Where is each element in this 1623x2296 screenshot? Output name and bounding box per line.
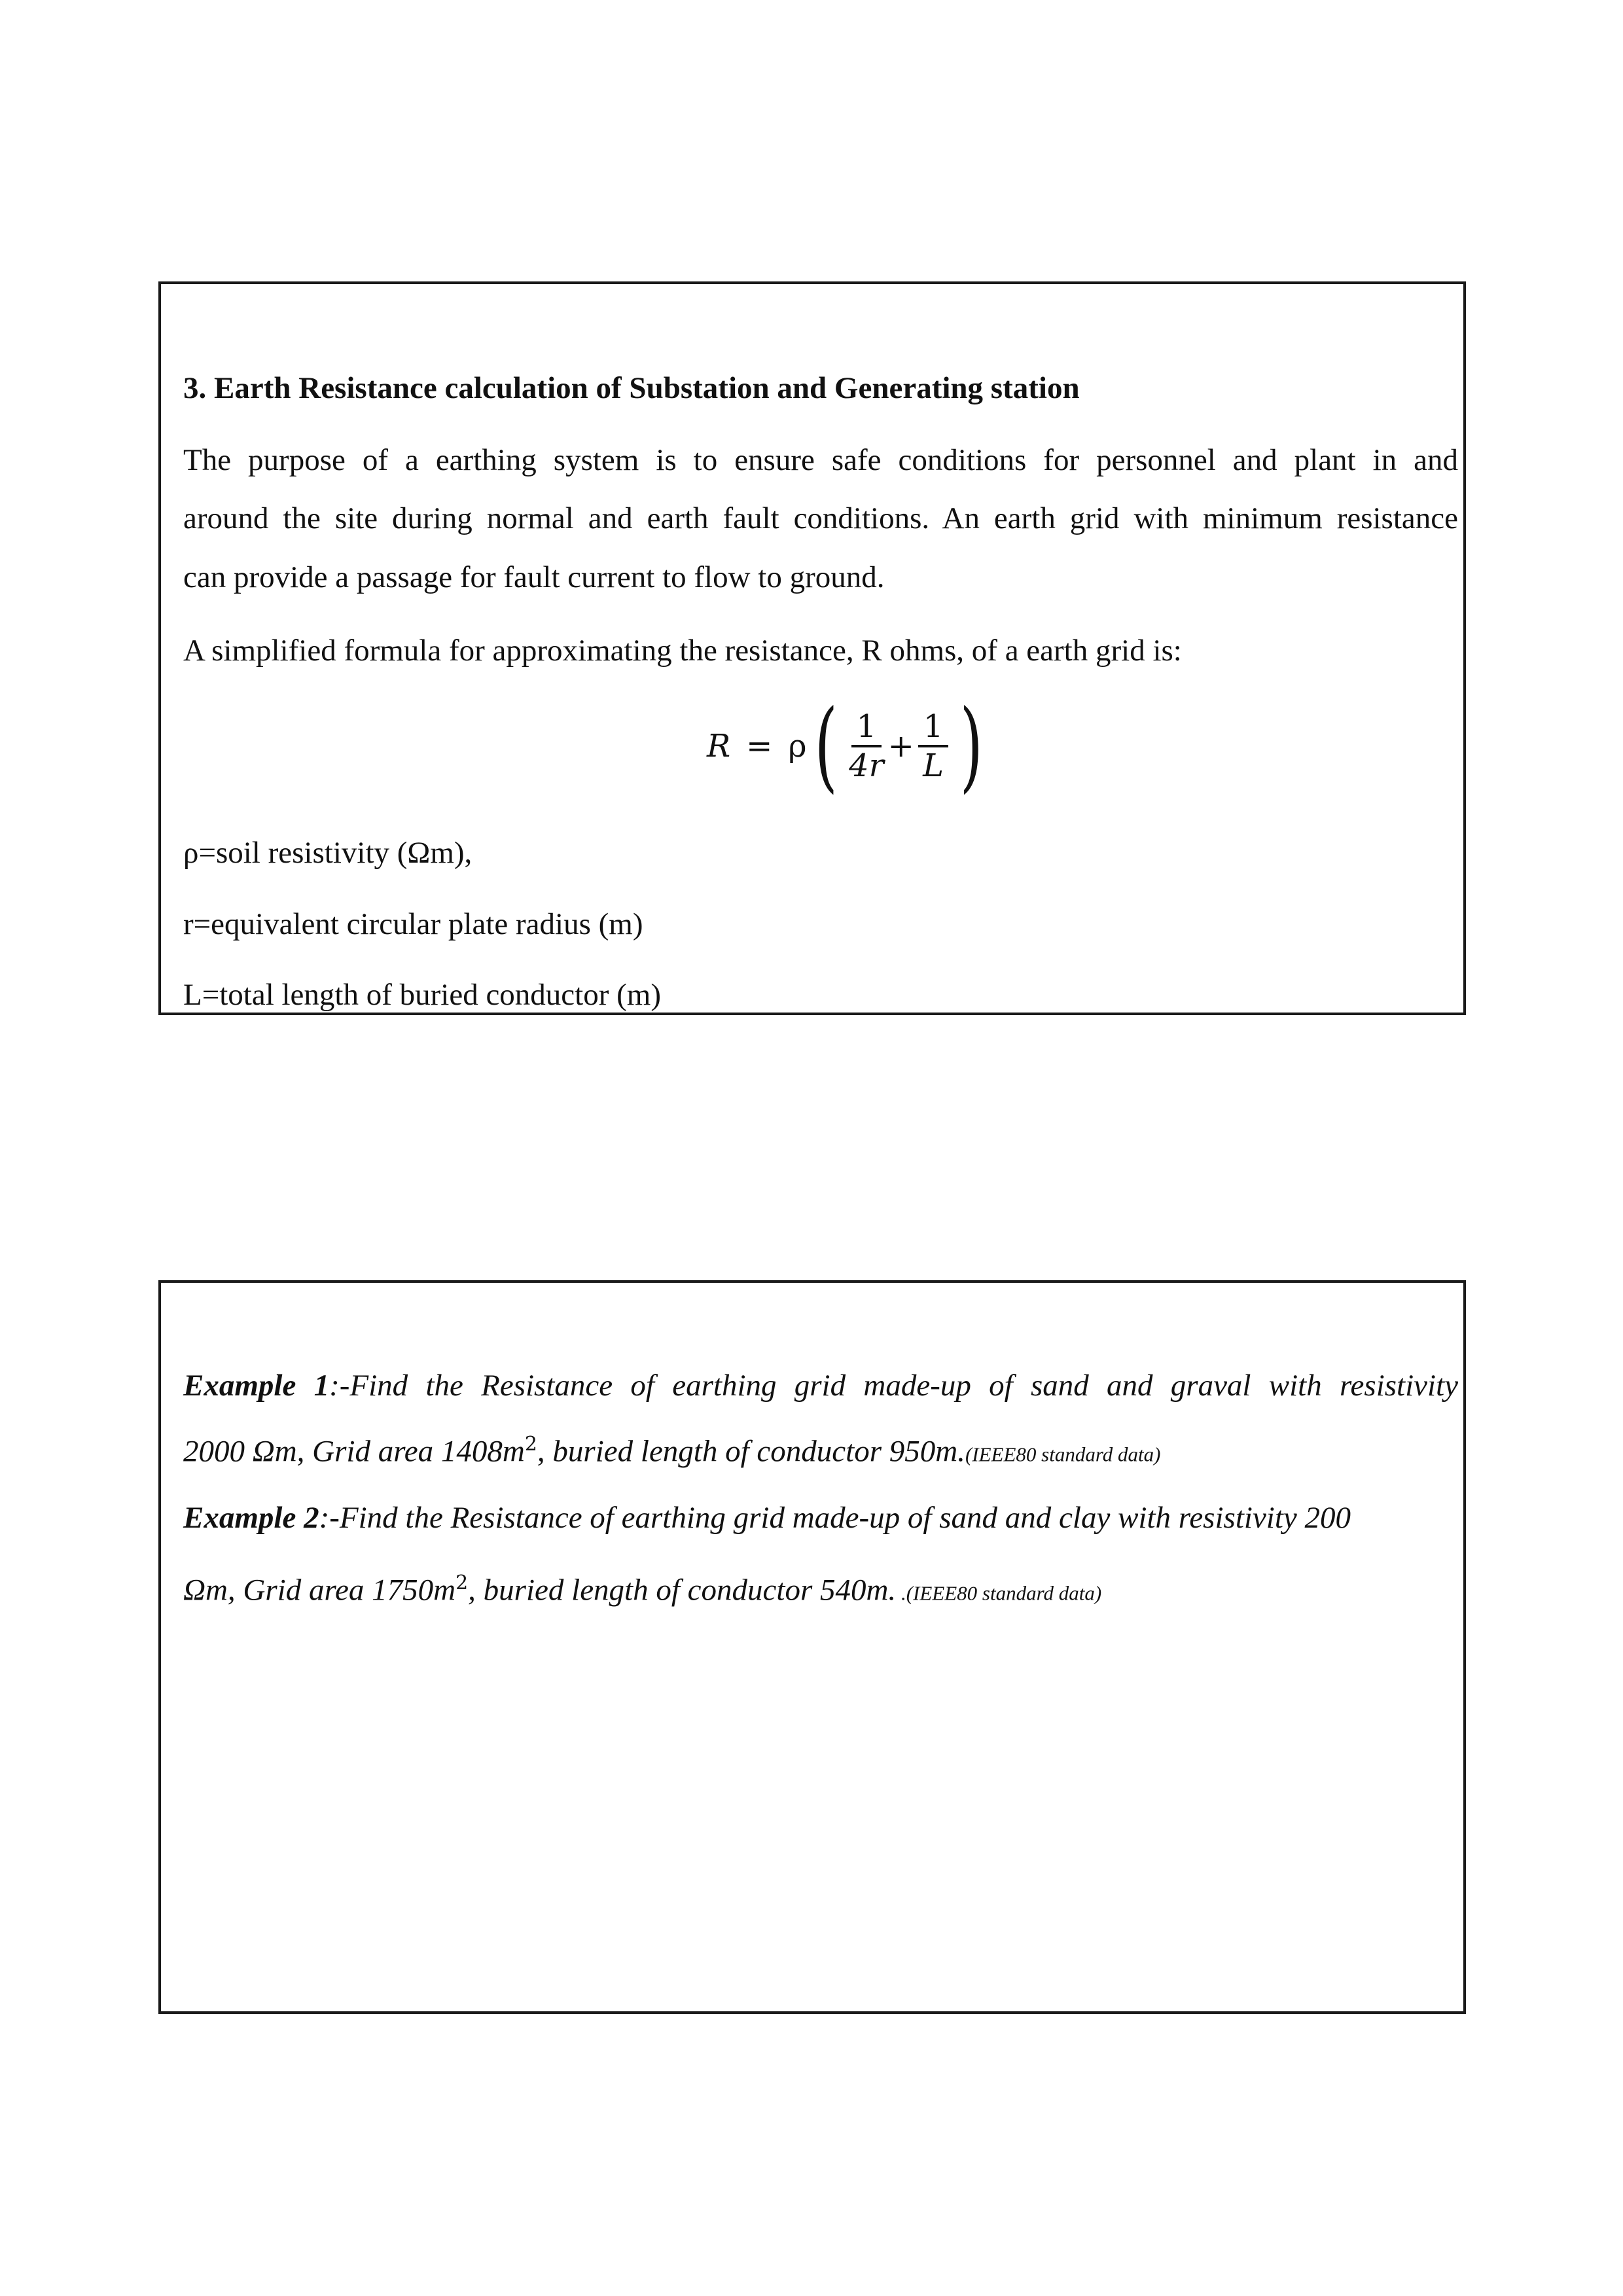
fraction-1 xyxy=(849,708,883,784)
paragraph-line: The purpose of a earthing system is to ensure safe conditions for personnel and plant in and xyxy=(183,443,1458,477)
definition-l: L=total length of buried conductor (m) xyxy=(183,978,661,1012)
example-1-text: :-Find the Resistance of earthing grid made-up of sand and graval with resistivity xyxy=(329,1369,1458,1403)
example-1-text-2: 2000 Ωm, Grid area 1408m xyxy=(183,1434,525,1469)
right-paren: ) xyxy=(960,689,984,803)
formula-rho: ρ xyxy=(788,728,807,764)
left-paren: ( xyxy=(814,689,838,803)
resistance-formula xyxy=(707,689,991,803)
formula-lhs: R xyxy=(707,728,731,764)
example-2-text: :-Find the Resistance of earthing grid made-up of sand and clay with resistivity 200 xyxy=(319,1501,1351,1535)
example-2-line-1 xyxy=(183,1498,1458,1537)
superscript: 2 xyxy=(524,1433,537,1456)
example-2-text-3: , buried length of conductor 540m. xyxy=(468,1573,897,1607)
fraction-2-numerator: 1 xyxy=(918,708,949,747)
superscript: 2 xyxy=(455,1571,469,1594)
formula-intro: A simplified formula for approximating the resistance, R ohms, of a earth grid is: xyxy=(183,634,1182,668)
fraction-1-numerator: 1 xyxy=(851,708,882,747)
fraction-2-denominator: L xyxy=(923,747,944,784)
formula-plus: + xyxy=(887,728,914,764)
example-1-note: (IEEE80 standard data) xyxy=(965,1443,1161,1466)
paragraph-line: can provide a passage for fault current to flow to ground. xyxy=(183,560,885,594)
example-2-note: .(IEEE80 standard data) xyxy=(896,1581,1102,1605)
fraction-2 xyxy=(918,708,949,784)
example-1-label: Example 1 xyxy=(183,1369,330,1403)
example-1-line-1 xyxy=(183,1366,1458,1405)
formula-equals: = xyxy=(746,728,773,764)
definition-r: r=equivalent circular plate radius (m) xyxy=(183,907,643,941)
example-2-label: Example 2 xyxy=(183,1501,319,1535)
example-2-line-2 xyxy=(183,1564,1458,1613)
definition-rho: ρ=soil resistivity (Ωm), xyxy=(183,836,473,870)
example-2-text-2: Ωm, Grid area 1750m xyxy=(183,1573,456,1607)
example-1-text-3: , buried length of conductor 950m. xyxy=(537,1434,965,1469)
example-1-line-2 xyxy=(183,1425,1458,1475)
paragraph-line: around the site during normal and earth fault conditions. An earth grid with minimum resistance xyxy=(183,501,1458,535)
section-heading: 3. Earth Resistance calculation of Substation and Generating station xyxy=(183,371,1080,405)
fraction-1-denominator: 4r xyxy=(849,747,884,784)
